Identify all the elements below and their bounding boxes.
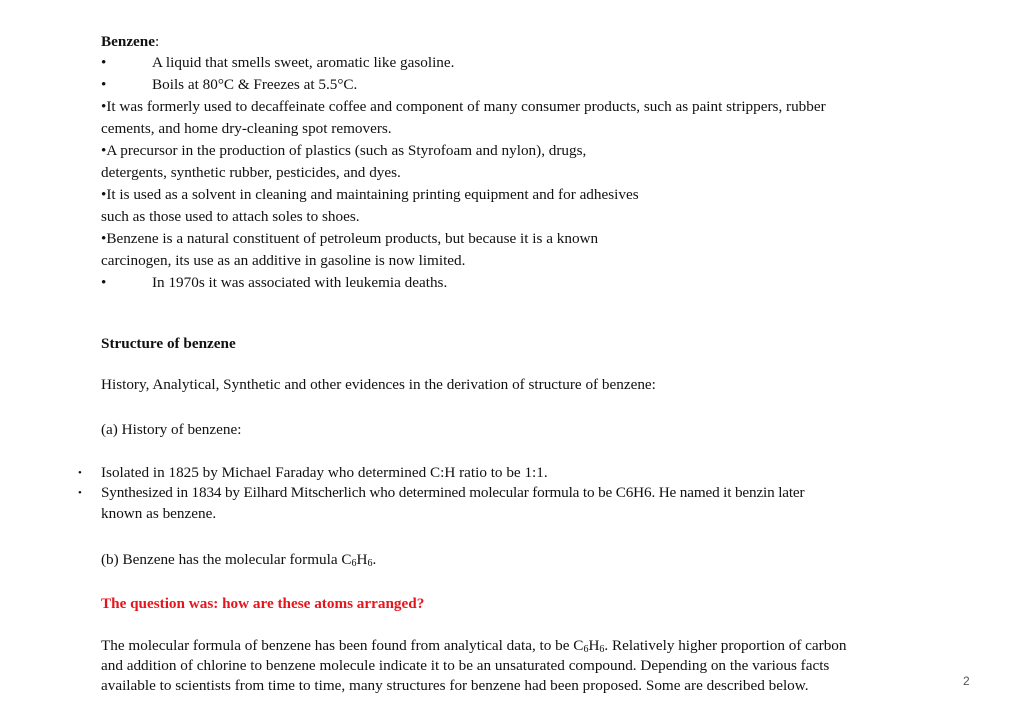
- structure-heading: Structure of benzene: [101, 335, 236, 352]
- formula-hydrogen: H: [356, 551, 368, 568]
- list-item: [0, 482, 1024, 504]
- bullet-icon: •: [101, 274, 107, 291]
- list-item: [101, 96, 826, 118]
- paragraph-line-2: and addition of chlorine to benzene molecule indicate it to be an unsaturated compound. Depending on the various facts: [101, 657, 830, 674]
- benzene-heading-colon: :: [155, 33, 160, 50]
- use-formerly-line-1: It was formerly used to decaffeinate coffee and component of many consumer products, such as paint strippers, rubber: [106, 98, 826, 115]
- leukemia-note: In 1970s it was associated with leukemia deaths.: [152, 274, 448, 291]
- formula-suffix: .: [372, 551, 377, 568]
- history-synthesized-line-1: Synthesized in 1834 by Eilhard Mitscherlich who determined molecular formula to be C6H6. He named it benzin later: [101, 484, 805, 501]
- property-boiling-point: Boils at 80°C & Freezes at 5.5°C.: [152, 76, 358, 93]
- formula-subscript-hydrogen: 6: [367, 558, 373, 569]
- list-item: [101, 228, 598, 250]
- paragraph-hydrogen: H: [588, 637, 600, 654]
- bullet-icon: •: [101, 230, 107, 247]
- paragraph-prefix: The molecular formula of benzene has been found from analytical data, to be C: [101, 637, 584, 654]
- natural-constituent-line-1: Benzene is a natural constituent of petroleum products, but because it is a known: [106, 230, 599, 247]
- history-heading: (a) History of benzene:: [101, 421, 242, 438]
- benzene-heading: [101, 31, 159, 53]
- paragraph-line-3: available to scientists from time to time, many structures for benzene had been proposed. Some are described below.: [101, 677, 809, 694]
- property-smell: A liquid that smells sweet, aromatic like gasoline.: [152, 54, 455, 71]
- bullet-icon: •: [101, 76, 107, 93]
- history-isolated: Isolated in 1825 by Michael Faraday who determined C:H ratio to be 1:1.: [101, 464, 548, 481]
- paragraph-subscript-carbon: 6: [583, 644, 589, 655]
- molecular-formula-statement: [101, 549, 376, 571]
- use-precursor-line-2: detergents, synthetic rubber, pesticides, and dyes.: [101, 164, 401, 181]
- use-solvent-line-1: It is used as a solvent in cleaning and maintaining printing equipment and for adhesives: [106, 186, 639, 203]
- history-synthesized-line-2: known as benzene.: [101, 505, 217, 522]
- bullet-icon: •: [101, 142, 107, 159]
- list-item: [0, 52, 1024, 74]
- arrangement-question: The question was: how are these atoms arranged?: [101, 595, 425, 612]
- structure-intro: History, Analytical, Synthetic and other evidences in the derivation of structure of benzene:: [101, 376, 656, 393]
- page-number: 2: [963, 674, 970, 688]
- bullet-icon: •: [78, 467, 82, 479]
- paragraph-rest: . Relatively higher proportion of carbon: [604, 637, 847, 654]
- benzene-heading-text: Benzene: [101, 33, 155, 50]
- use-formerly-line-2: cements, and home dry-cleaning spot removers.: [101, 120, 392, 137]
- bullet-icon: •: [101, 186, 107, 203]
- bullet-icon: •: [78, 487, 82, 499]
- formula-subscript-carbon: 6: [351, 558, 357, 569]
- bullet-icon: •: [101, 54, 107, 71]
- use-precursor-line-1: A precursor in the production of plastics (such as Styrofoam and nylon), drugs,: [106, 142, 587, 159]
- list-item: [101, 184, 639, 206]
- paragraph-subscript-hydrogen: 6: [599, 644, 605, 655]
- use-solvent-line-2: such as those used to attach soles to shoes.: [101, 208, 360, 225]
- paragraph-line-1: [101, 635, 847, 657]
- natural-constituent-line-2: carcinogen, its use as an additive in gasoline is now limited.: [101, 252, 466, 269]
- list-item: [0, 272, 1024, 294]
- list-item: [0, 74, 1024, 96]
- list-item: [0, 462, 1024, 484]
- bullet-icon: •: [101, 98, 107, 115]
- list-item: [101, 140, 586, 162]
- formula-prefix: (b) Benzene has the molecular formula C: [101, 551, 352, 568]
